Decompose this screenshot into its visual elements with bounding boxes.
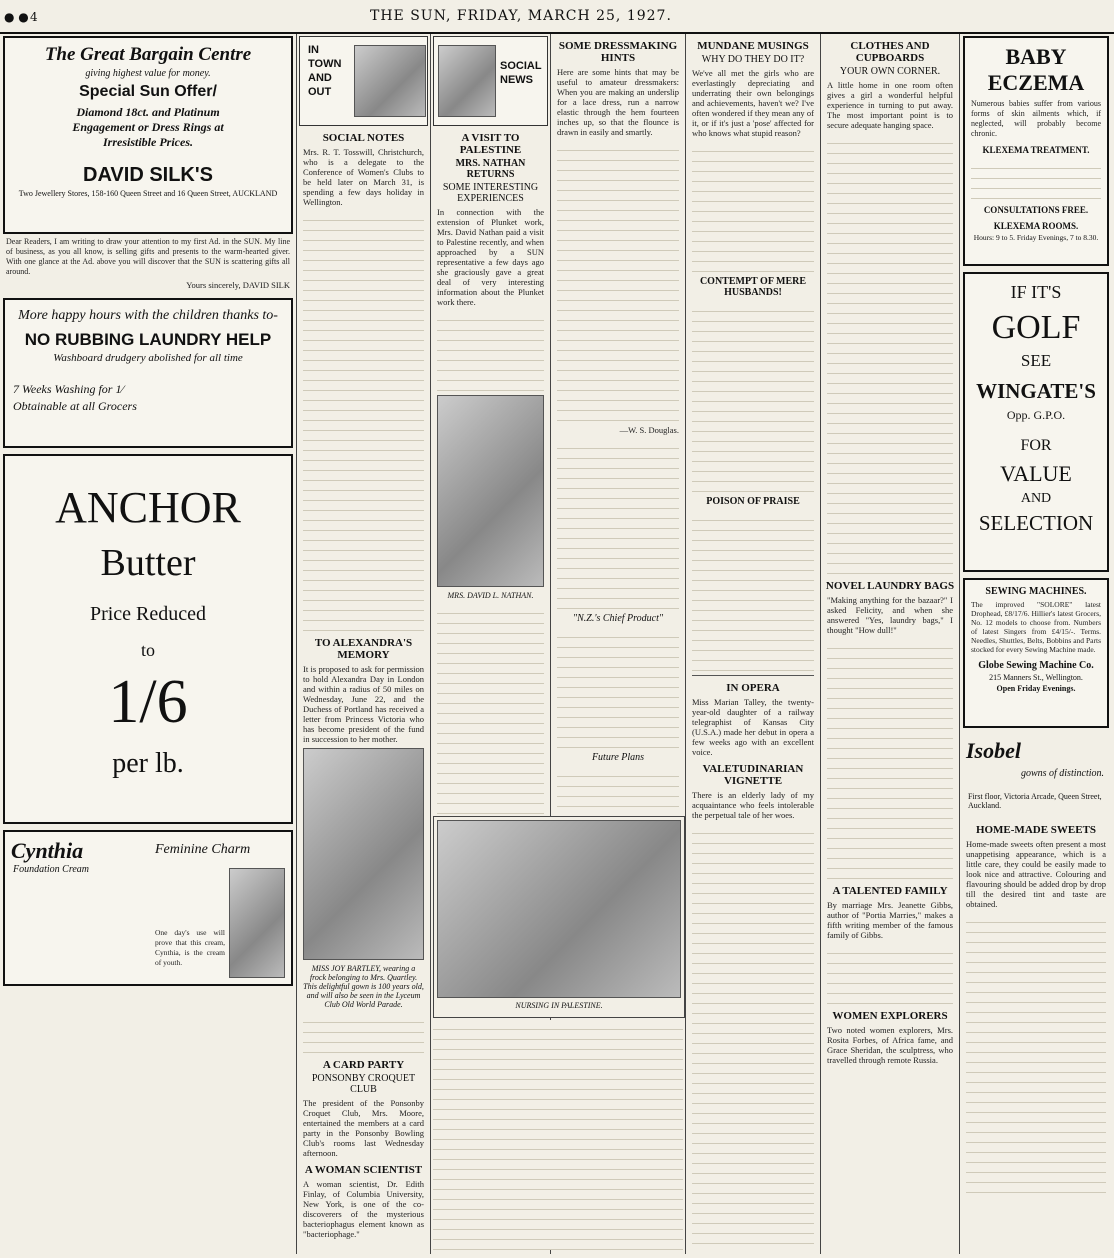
contempt-text	[692, 302, 814, 492]
cynthia-portrait	[229, 868, 285, 978]
explorers-heading: WOMEN EXPLORERS	[832, 1010, 948, 1022]
vignette-heading: VALETUDINARIAN VIGNETTE	[702, 763, 804, 787]
nursing-caption: NURSING IN PALESTINE.	[515, 1001, 603, 1010]
and-word: AND	[1020, 491, 1052, 506]
eczema-body: Numerous babies suffer from various forms of skin ailments which, if neglected, will probably become chronic.	[971, 99, 1101, 138]
laundry-grocers: Obtainable at all Grocers	[13, 399, 137, 413]
vignette-text	[692, 824, 814, 1244]
silk-advert	[3, 36, 293, 234]
vignette-body: There is an elderly lady of my acquaintance who feels intolerable the perpetual tale of her woes.	[692, 790, 814, 820]
bartley-photo	[303, 748, 424, 960]
nursing-photo-block	[433, 816, 685, 1018]
opera-divider	[692, 675, 814, 676]
social-notes-text	[303, 211, 424, 631]
see-word: SEE	[1020, 351, 1052, 370]
logo-social-news: SOCIAL NEWS	[500, 60, 542, 86]
anchor-unit: per lb.	[112, 748, 184, 779]
sweets-body: Home-made sweets often present a most unappetising appearance, which is a little care, they could be easily made to look nice and attractive. Colouring and flavouring should be added drop by drop till the desired tint and taste are obtained.	[966, 839, 1106, 909]
anchor-brand: ANCHOR	[55, 483, 241, 532]
silk-sign: Yours sincerely, DAVID SILK	[186, 280, 290, 290]
contempt-heading: CONTEMPT OF MERE HUSBANDS!	[699, 276, 807, 298]
praise-heading: POISON OF PRAISE	[706, 496, 800, 507]
alexandra-body: It is proposed to ask for permission to hold Alexandra Day in London and within a radius of 50 miles on Wednesday, June 22, and the Duchess of Portland has received a letter from Princess Victoria who has become president of the fund in succession to her mother.	[303, 664, 424, 744]
visit-subheading: MRS. NATHAN RETURNS	[455, 158, 526, 180]
visit-subheading-2: SOME INTERESTING EXPERIENCES	[442, 182, 539, 204]
silk-heading: The Great Bargain Centre	[44, 44, 252, 65]
isobel-tagline: gowns of distinction.	[1020, 768, 1104, 779]
card-party-heading: A CARD PARTY	[322, 1059, 405, 1071]
logo-illustration	[354, 45, 426, 117]
clothes-body: A little home in one room often gives a girl a wonderful helpful experience in turning to put away. The most important point is to secure adequate hanging space.	[827, 80, 953, 130]
column-social-notes	[297, 34, 431, 1254]
anchor-advert	[3, 454, 293, 824]
nz-product-text	[557, 628, 679, 748]
sweets-heading: HOME-MADE SWEETS	[975, 824, 1097, 836]
silk-address: Two Jewellery Stores, 158-160 Queen Street and 16 Queen Street, AUCKLAND	[18, 189, 278, 198]
dressmaking-text	[557, 141, 679, 421]
logo-in-town: IN TOWN AND OUT	[308, 44, 342, 98]
town-and-out-logo	[299, 36, 428, 126]
eczema-advert	[963, 36, 1109, 266]
social-news-logo	[433, 36, 548, 126]
plunket-text	[557, 439, 679, 609]
laundry-line: More happy hours with the children thanks to-	[18, 308, 278, 323]
sewing-advert	[963, 578, 1109, 728]
for-word: FOR	[1020, 437, 1052, 454]
visit-heading: A VISIT TO PALESTINE	[459, 132, 522, 156]
talented-family-body: By marriage Mrs. Jeanette Gibbs, author of "Portia Marries," makes a fifth writing member of the famous family of Gibbs.	[827, 900, 953, 940]
newspaper-title: THE SUN, FRIDAY, MARCH 25, 1927.	[370, 8, 672, 24]
scientist-body: A woman scientist, Dr. Edith Finlay, of Columbia University, New York, is one of the co-discoverers of the mysterious bacteriophagus element known as "bacteriophage."	[303, 1179, 424, 1239]
mundane-text	[692, 142, 814, 272]
future-plans-heading: Future Plans	[591, 752, 645, 763]
cynthia-note: One day's use will prove that this cream, Cynthia, is the cream of youth.	[155, 928, 225, 967]
anchor-price: Price Reduced	[89, 603, 207, 625]
column-clothes	[821, 34, 960, 1254]
klexema-hours: Hours: 9 to 5. Friday Evenings, 7 to 8.30.	[973, 233, 1099, 242]
cynthia-charm: Feminine Charm	[155, 842, 251, 857]
column-right-adverts	[960, 34, 1112, 1254]
silk-letter: Dear Readers, I am writing to draw your attention to my first Ad. in the SUN. My line of business, as you all know, is selling gifts and presents to the warm-hearted giver. With one glance at the Ad. above you will discover that the SUN is scattering gifts all around.	[6, 237, 290, 276]
opera-heading: IN OPERA	[726, 682, 780, 694]
masthead	[0, 0, 1114, 34]
opera-body: Miss Marian Talley, the twenty-year-old daughter of a railway telegraphist of Kansas City (U.S.A.) made her debut in opera a few weeks ago with an excellent voice.	[692, 697, 814, 757]
explorers-body: Two noted women explorers, Mrs. Rosita Forbes, of Africa fame, and Grace Sheridan, the sculptress, who travelled through remote Russia.	[827, 1025, 953, 1065]
clothes-heading: CLOTHES AND CUPBOARDS	[850, 40, 930, 64]
talented-family-heading: A TALENTED FAMILY	[832, 885, 948, 897]
eczema-heading: ECZEMA	[987, 70, 1085, 95]
value-word: VALUE	[1000, 461, 1072, 486]
cynthia-sub: Foundation Cream	[13, 864, 90, 875]
klexema-treatment: KLEXEMA TREATMENT.	[982, 145, 1090, 155]
visit-body: In connection with the extension of Plunket work, Mrs. David Nathan paid a visit to Palestine recently, and when approached by a SUN representative a few days ago she graciously gave a great deal of very interesting information about the Plunket work there.	[437, 207, 544, 307]
praise-text	[692, 511, 814, 671]
bartley-caption: MISS JOY BARTLEY, wearing a frock belonging to Mrs. Quartley. This delightful gown is 100 years old, and will also be seen in the Lyceum Club Old World Parade.	[303, 964, 424, 1009]
laundry-advert	[3, 298, 293, 448]
alexandra-heading: TO ALEXANDRA'S MEMORY	[314, 637, 413, 661]
nathan-caption: MRS. DAVID L. NATHAN.	[447, 591, 534, 600]
sewing-heading: SEWING MACHINES.	[985, 586, 1087, 597]
croquet-subheading: PONSONBY CROQUET CLUB	[311, 1073, 416, 1095]
globe-open: Open Friday Evenings.	[996, 684, 1076, 693]
nursing-photo	[437, 820, 681, 998]
opp-gpo: Opp. G.P.O.	[1006, 408, 1066, 422]
cynthia-advert	[3, 830, 293, 986]
silk-offer: Special Sun Offer/	[79, 83, 217, 100]
sweets-text	[966, 913, 1106, 1193]
isobel-address: First floor, Victoria Arcade, Queen Street, Auckland.	[968, 792, 1102, 810]
globe-name: Globe Sewing Machine Co.	[978, 660, 1094, 671]
clothes-text	[827, 134, 953, 574]
laundry-bags-text	[827, 639, 953, 879]
anchor-amount: 1/6	[108, 668, 188, 736]
isobel-name: Isobel	[966, 738, 1021, 763]
column-mundane	[686, 34, 821, 1254]
logo-figures	[438, 45, 496, 117]
globe-address: 215 Manners St., Wellington.	[989, 673, 1083, 682]
visit-text	[437, 311, 544, 391]
laundry-name: NO RUBBING LAUNDRY HELP	[24, 330, 272, 349]
laundry-tag: Washboard drudgery abolished for all time	[53, 352, 243, 364]
palestine-lower-text	[433, 1020, 683, 1250]
laundry-bags-heading: NOVEL LAUNDRY BAGS	[825, 580, 955, 592]
croquet-body: The president of the Ponsonby Croquet Club, Mrs. Moore, entertained the members at a card party in the Ponsonby Bowling Club's rooms last Wednesday afternoon.	[303, 1098, 424, 1158]
dressmaking-heading: SOME DRESSMAKING HINTS	[558, 40, 678, 64]
page-number: 4	[30, 10, 38, 24]
nz-product-heading: "N.Z.'s Chief Product"	[572, 613, 664, 624]
silk-name: DAVID SILK'S	[83, 164, 213, 186]
selection-word: SELECTION	[978, 511, 1094, 535]
social-notes-body: Mrs. R. T. Tosswill, Christchurch, who is a delegate to the Conference of Women's Clubs to be held later on March 31, is spending a few days holiday in Wellington.	[303, 147, 424, 207]
wingates-advert	[963, 272, 1109, 572]
poem-signature: —W. S. Douglas.	[619, 425, 679, 435]
mundane-body: We've all met the girls who are everlastingly depreciating and underrating their own belongings and achievements, haven't we? I've often wondered if they mean any of it, or if it's just a 'pose' affected for who knows what stupid reason?	[692, 68, 814, 138]
nathan-photo	[437, 395, 544, 587]
eczema-text	[971, 159, 1101, 199]
dressmaking-body: Here are some hints that may be useful to amateur dressmakers: When you are making an underslip for a lace dress, run a narrow elastic through the hem fourteen inches up, so that the flounce is drawn in easily and smartly.	[557, 67, 679, 137]
scientist-heading: A WOMAN SCIENTIST	[304, 1164, 423, 1176]
clothes-subheading: YOUR OWN CORNER.	[839, 66, 941, 77]
page-dots: ● ●	[4, 10, 29, 24]
talented-family-text	[827, 944, 953, 1004]
social-notes-heading: SOCIAL NOTES	[322, 132, 405, 144]
sewing-body: The improved "SOLORE" latest Drophead, £8/17/6. Hillier's latest Grocers, No. 12 models to choose from. Numbers of latest Singers from £4/15/-. Terms. Needles, Shuttles, Belts, Bobbins and Parts stocked for every Sewing Machine made.	[971, 600, 1101, 654]
wingates-name: WINGATE'S	[976, 379, 1096, 403]
isobel-advert	[964, 734, 1108, 818]
golf-word: GOLF	[991, 309, 1081, 346]
silk-diamond: Diamond 18ct. and Platinum Engagement or Dress Rings at Irresistible Prices.	[72, 105, 224, 149]
mundane-heading: MUNDANE MUSINGS	[697, 40, 809, 52]
laundry-bags-body: "Making anything for the bazaar?" I asked Felicity, and when she answered "Yes, laundry bags," I thought "How dull!"	[827, 595, 953, 635]
memory-text	[303, 1013, 424, 1053]
laundry-weeks: 7 Weeks Washing for 1⁄	[13, 382, 124, 396]
golf-if-its: IF IT'S	[1010, 282, 1062, 302]
mundane-subheading: WHY DO THEY DO IT?	[701, 54, 805, 65]
klexema-rooms: KLEXEMA ROOMS.	[993, 221, 1079, 231]
cynthia-name: Cynthia	[11, 838, 84, 863]
anchor-to: to	[140, 640, 155, 660]
column-advertisements	[0, 34, 297, 1254]
baby-heading: BABY	[1005, 44, 1067, 69]
consultations-free: CONSULTATIONS FREE.	[983, 205, 1089, 215]
silk-tagline: giving highest value for money.	[85, 68, 211, 79]
anchor-product: Butter	[100, 542, 196, 584]
